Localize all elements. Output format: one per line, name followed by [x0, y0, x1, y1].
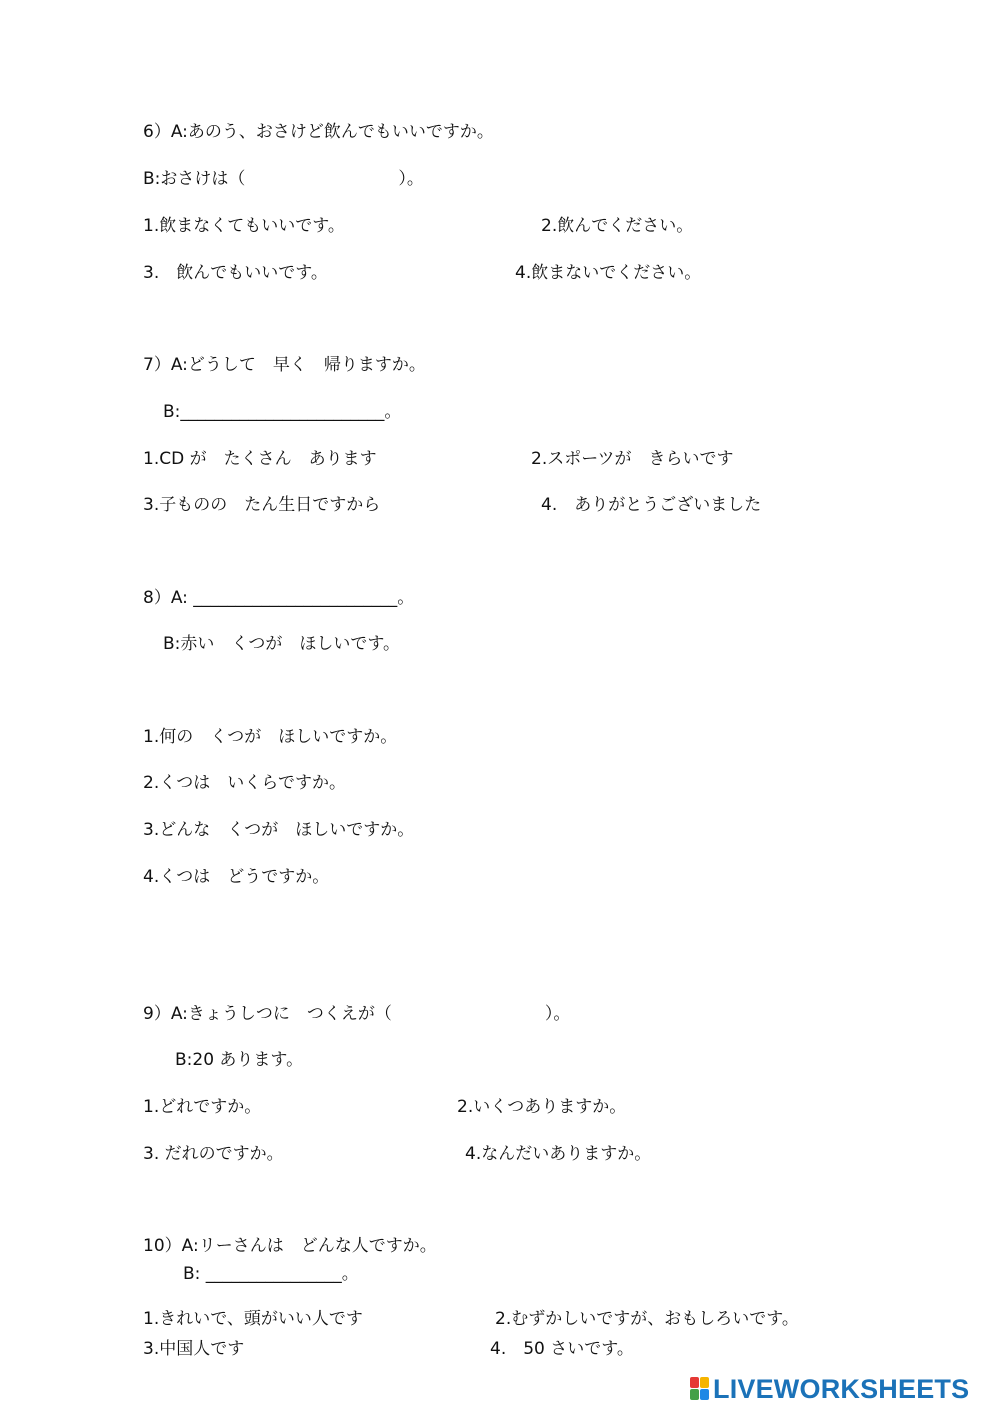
- option-2: 2.いくつありますか。: [457, 1097, 627, 1117]
- option-2: 2.くつは いくらですか。: [143, 773, 347, 793]
- option-1: 1.どれですか。: [143, 1097, 262, 1117]
- option-4: 4. ありがとうございました: [541, 495, 762, 515]
- question-number: 9）: [143, 1004, 171, 1024]
- question-line-a: A:どうして 早く 帰りますか。: [170, 355, 426, 375]
- question-line-a: A:あのう、おさけど飲んでもいいですか。: [170, 122, 494, 142]
- question-line-a: A:きょうしつに つくえが（ ）。: [170, 1004, 571, 1024]
- question-7-prompt: [143, 354, 426, 376]
- question-line-b: B:20 あります。: [175, 1050, 304, 1070]
- option-4: 4.なんだいありますか。: [465, 1144, 652, 1164]
- option-3: 3.子ものの たん生日ですから: [143, 495, 381, 515]
- option-2: 2.むずかしいですが、おもしろいです。: [495, 1309, 799, 1329]
- option-4: 4.飲まないでください。: [515, 263, 702, 283]
- question-number: 6）: [143, 122, 171, 142]
- question-line-b: B:赤い くつが ほしいです。: [163, 634, 401, 654]
- logo-text: LIVEWORKSHEETS: [713, 1373, 970, 1404]
- option-3: 3.どんな くつが ほしいですか。: [143, 820, 415, 840]
- question-9-prompt: [143, 1003, 570, 1025]
- option-2: 2.スポーツが きらいです: [531, 449, 734, 469]
- option-2: 2.飲んでください。: [541, 216, 694, 236]
- question-number: 7）: [143, 355, 171, 375]
- question-number: 10）: [143, 1236, 182, 1256]
- liveworksheets-logo: [690, 1374, 969, 1404]
- option-3: 3.中国人です: [143, 1339, 245, 1359]
- question-line-b: B:________________________。: [163, 402, 402, 422]
- option-1: 1.飲まなくてもいいです。: [143, 216, 345, 236]
- question-line-a: A:リーさんは どんな人ですか。: [181, 1236, 437, 1256]
- option-4: 4.くつは どうですか。: [143, 867, 330, 887]
- option-3: 3. 飲んでもいいです。: [143, 263, 328, 283]
- option-1: 1.CD が たくさん あります: [143, 449, 377, 469]
- option-1: 1.何の くつが ほしいですか。: [143, 727, 398, 747]
- option-3: 3. だれのですか。: [143, 1144, 284, 1164]
- logo-tiles-icon: [690, 1377, 710, 1401]
- question-8-prompt: [143, 587, 414, 609]
- question-10-prompt: [143, 1235, 437, 1257]
- question-line-b: B: ________________。: [183, 1264, 359, 1284]
- question-number: 8）: [143, 588, 171, 608]
- question-line-a: A: ________________________。: [170, 588, 415, 608]
- option-1: 1.きれいで、頭がいい人です: [143, 1309, 363, 1329]
- question-line-b: B:おさけは（ ）。: [143, 169, 424, 189]
- option-4: 4. 50 さいです。: [490, 1339, 634, 1359]
- question-6-prompt: [143, 121, 494, 143]
